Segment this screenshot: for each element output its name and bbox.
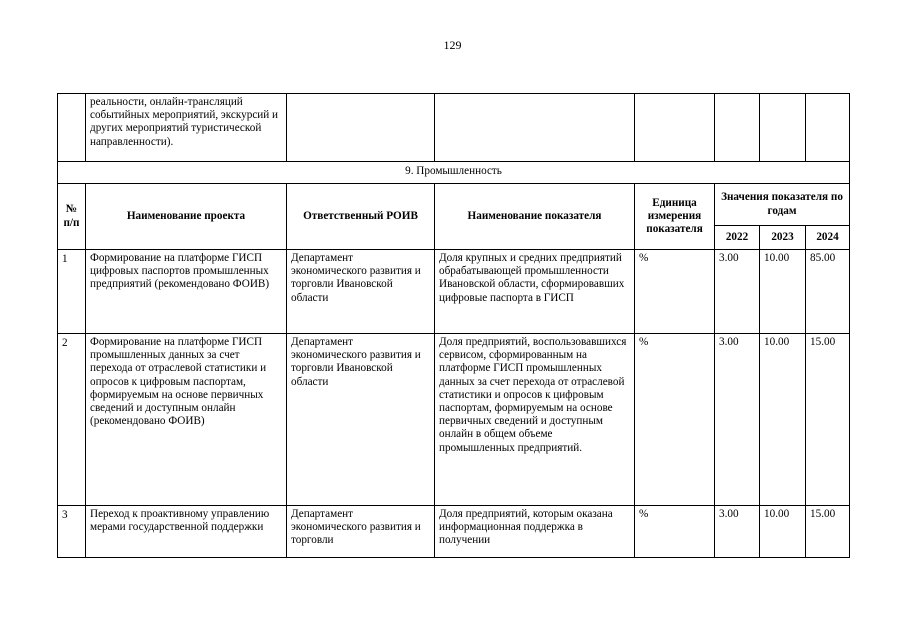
table-row (58, 334, 850, 506)
section-title: 9. Промышленность (58, 162, 850, 184)
header-project: Наименование проекта (86, 184, 287, 250)
row-roiv: Департамент экономического развития и торговли Ивановской области (287, 250, 435, 334)
row-value-2024: 15.00 (806, 506, 850, 558)
row-num: 3 (58, 506, 86, 558)
row-project: Переход к проактивному управлению мерами государственной поддержки (86, 506, 287, 558)
row-indicator: Доля предприятий, которым оказана информационная поддержка в получении (435, 506, 635, 558)
row-value-2024: 15.00 (806, 334, 850, 506)
row-value-2024: 85.00 (806, 250, 850, 334)
row-project: Формирование на платформе ГИСП промышленных данных за счет перехода от отраслевой статистики и опросов к цифровым паспортам, формируемым на основе первичных сведений и доступным онлайн (рекомендовано ФОИВ) (86, 334, 287, 506)
row-value-2022: 3.00 (715, 334, 760, 506)
header-num: № п/п (58, 184, 86, 250)
continuation-project-cell: реальности, онлайн-трансляций событийных мероприятий, экскурсий и других мероприятий туристической направленности). (86, 94, 287, 162)
header-year-2023: 2023 (760, 226, 806, 250)
continuation-num-cell (58, 94, 86, 162)
header-indicator: Наименование показателя (435, 184, 635, 250)
table-row (58, 250, 850, 334)
row-num: 2 (58, 334, 86, 506)
page-number: 129 (443, 38, 462, 52)
row-value-2023: 10.00 (760, 250, 806, 334)
row-indicator: Доля крупных и средних предприятий обрабатывающей промышленности Ивановской области, сформировавших цифровые паспорта в ГИСП (435, 250, 635, 334)
row-indicator: Доля предприятий, воспользовавшихся сервисом, сформированным на платформе ГИСП промышленных данных за счет перехода от отраслевой статистики и опросов к цифровым паспортам, формируемым на основе первичных сведений и доступным онлайн в общем объеме промышленных предприятий. (435, 334, 635, 506)
header-row (58, 184, 850, 226)
continuation-row (58, 94, 850, 162)
header-year-2024: 2024 (806, 226, 850, 250)
row-roiv: Департамент экономического развития и торговли (287, 506, 435, 558)
row-value-2023: 10.00 (760, 506, 806, 558)
row-value-2022: 3.00 (715, 250, 760, 334)
projects-table (57, 93, 850, 558)
header-values: Значения показателя по годам (715, 184, 850, 226)
row-unit: % (635, 506, 715, 558)
row-value-2022: 3.00 (715, 506, 760, 558)
row-value-2023: 10.00 (760, 334, 806, 506)
row-roiv: Департамент экономического развития и торговли Ивановской области (287, 334, 435, 506)
table-row (58, 506, 850, 558)
row-unit: % (635, 250, 715, 334)
row-unit: % (635, 334, 715, 506)
header-roiv: Ответственный РОИВ (287, 184, 435, 250)
row-project: Формирование на платформе ГИСП цифровых паспортов промышленных предприятий (рекомендовано ФОИВ) (86, 250, 287, 334)
header-unit: Единица измерения показателя (635, 184, 715, 250)
section-row (58, 162, 850, 184)
row-num: 1 (58, 250, 86, 334)
header-year-2022: 2022 (715, 226, 760, 250)
